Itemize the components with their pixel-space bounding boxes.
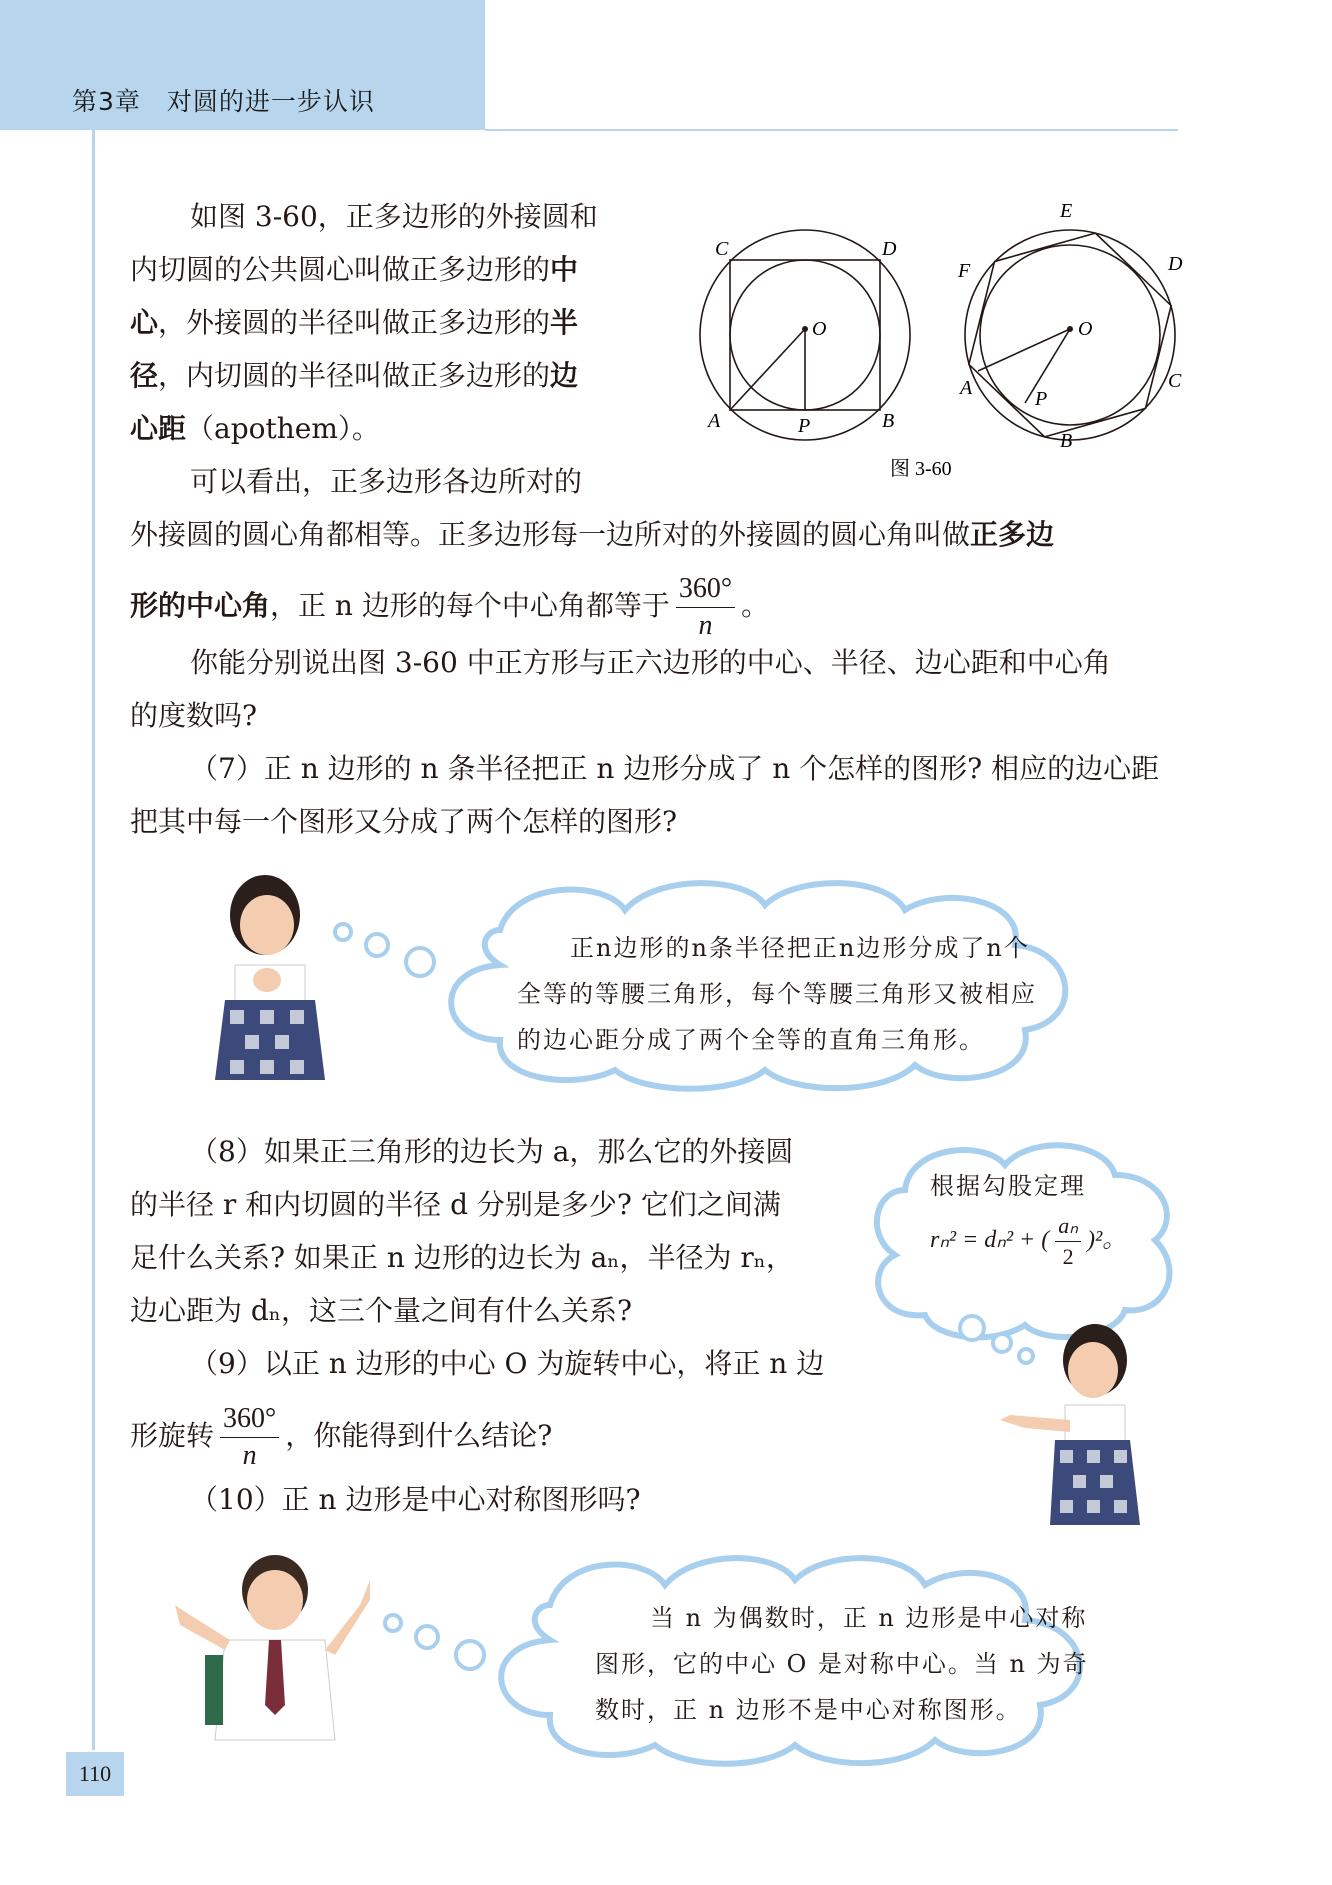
q10-line1: （10）正 n 边形是中心对称图形吗? (190, 1483, 641, 1516)
para3-line1: 你能分别说出图 3-60 中正方形与正六边形的中心、半径、边心距和中心角 (190, 646, 1111, 679)
cloud1-line1: 正n边形的n条半径把正n边形分成了n个 (570, 934, 1030, 962)
page-number: 110 (66, 1752, 124, 1796)
q9-line1: （9）以正 n 边形的中心 O 为旋转中心，将正 n 边 (190, 1347, 825, 1380)
hexagon-label-D: D (1168, 253, 1183, 275)
hexagon-label-C: C (1168, 370, 1182, 392)
q9-line2: 形旋转 $\frac{360^\circ}{n}$ ，你能得到什么结论? (130, 1403, 553, 1471)
cloud1-line2: 全等的等腰三角形，每个等腰三角形又被相应 (517, 980, 1037, 1008)
rotation-angle-fraction: $\frac{360^\circ}{n}$ (220, 1405, 279, 1470)
hexagon-label-A: A (960, 377, 973, 399)
para2-line2: 外接圆的圆心角都相等。正多边形每一边所对的外接圆的圆心角叫做正多边 (130, 518, 1055, 551)
q7-line1: （7）正 n 边形的 n 条半径把正 n 边形分成了 n 个怎样的图形? 相应的边心距 (190, 752, 1160, 785)
cloud3-line1: 当 n 为偶数时，正 n 边形是中心对称 (650, 1604, 1088, 1632)
figure-caption: 图 3-60 (890, 458, 952, 480)
q8-line1: （8）如果正三角形的边长为 a，那么它的外接圆 (190, 1135, 794, 1168)
margin-rule (92, 130, 95, 1750)
hexagon-label-F: F (958, 260, 971, 282)
para3-line2: 的度数吗? (130, 699, 258, 732)
para1-line3: 心，外接圆的半径叫做正多边形的半 (130, 306, 579, 339)
girl-presenting-illustration (995, 1320, 1150, 1530)
square-label-B: B (882, 410, 895, 432)
girl-thinking-illustration (205, 870, 335, 1085)
q8-line4: 边心距为 dₙ，这三个量之间有什么关系? (130, 1294, 632, 1327)
q8-line2: 的半径 r 和内切圆的半径 d 分别是多少? 它们之间满 (130, 1188, 781, 1221)
para2-line3: 形的中心角，正 n 边形的每个中心角都等于 $\frac{360^\circ}{n}$ 。 (130, 573, 770, 641)
square-figure (700, 230, 910, 440)
cloud3-line2: 图形，它的中心 O 是对称中心。当 n 为奇 (595, 1650, 1089, 1678)
q7-line2: 把其中每一个图形又分成了两个怎样的图形? (130, 805, 678, 838)
q8-line3: 足什么关系? 如果正 n 边形的边长为 aₙ，半径为 rₙ， (130, 1241, 794, 1274)
chapter-title: 第3章 对圆的进一步认识 (72, 87, 375, 116)
hexagon-label-B: B (1060, 430, 1073, 452)
hexagon-label-P: P (1035, 388, 1048, 410)
square-label-O: O (812, 318, 827, 340)
square-label-P: P (798, 415, 811, 437)
central-angle-fraction: $\frac{360^\circ}{n}$ (676, 575, 735, 640)
square-label-D: D (882, 238, 897, 260)
square-label-C: C (715, 238, 729, 260)
hexagon-label-O: O (1078, 318, 1093, 340)
boy-illustration (165, 1545, 380, 1745)
hexagon-figure (956, 211, 1183, 459)
cloud2-line1: 根据勾股定理 (930, 1172, 1086, 1200)
para2-line1: 可以看出，正多边形各边所对的 (190, 465, 583, 498)
para1-line1: 如图 3-60，正多边形的外接圆和 (190, 200, 598, 233)
figure-3-60 (690, 195, 1200, 485)
para1-line5: 心距（apothem）。 (130, 412, 380, 445)
hexagon-label-E: E (1060, 200, 1073, 222)
para1-line4: 径，内切圆的半径叫做正多边形的边 (130, 359, 579, 392)
cloud1-line3: 的边心距分成了两个全等的直角三角形。 (517, 1026, 985, 1054)
cloud3-line3: 数时，正 n 边形不是中心对称图形。 (595, 1696, 1022, 1724)
square-label-A: A (708, 410, 721, 432)
header-rule (485, 129, 1178, 131)
para1-line2: 内切圆的公共圆心叫做正多边形的中 (130, 253, 579, 286)
cloud2-formula: rₙ² = dₙ² + ( $\frac{\text{aₙ}}{2}$ )²。 (930, 1213, 1127, 1269)
